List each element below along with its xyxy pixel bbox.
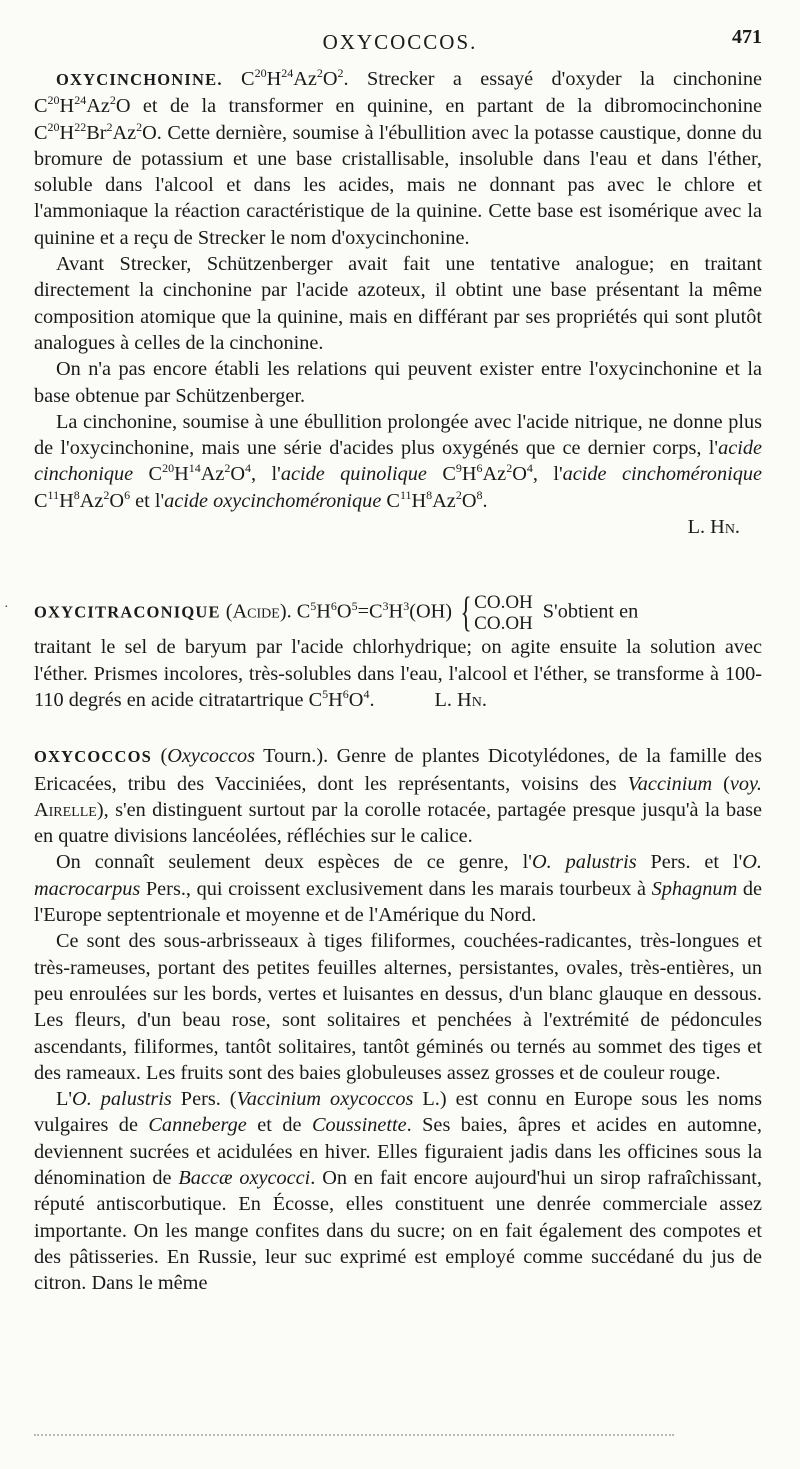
signature: L. Hn.: [434, 688, 487, 711]
page-number: 471: [732, 26, 762, 48]
text: H: [388, 601, 404, 623]
superscript: 4: [245, 461, 252, 476]
text: . On en fait encore aujourd'hui un sirop rafraîchissant, réputé antiscorbutique. En Écosse, elles constituent une denrée commerciale assez importante. On les mange confites dans du sucre; on en fait également des compotes et des pâtisseries. En Russie, leur suc exprimé est employé comme succédané du jus de citron. Dans le même: [34, 1166, 762, 1295]
text: (: [712, 772, 730, 795]
superscript: 8: [476, 487, 483, 502]
italic-text: acide cinchonique: [34, 437, 762, 486]
text: O. Cette dernière, soumise à l'ébullition avec la potasse caustique, donne du bromure de potassium et une base cristallisable, insoluble dans l'eau et dans l'éther, soluble dans l'alcool et dans les acides, mais ne donnant pas avec le chlore et l'ammoniaque la réaction caractéristique de la quinine. Cette base est isomérique avec la quinine et a reçu de Strecker le nom d'oxycinchonine.: [34, 121, 762, 249]
text: H: [266, 68, 282, 90]
text: S'obtient en: [542, 601, 639, 623]
entry-oxycitraconique: [34, 590, 762, 637]
superscript: 22: [74, 119, 87, 134]
text: ), s'en distinguent surtout par la corolle rotacée, partagée presque jusqu'à la base en quatre divisions lancéolées, réfléchies sur le calice.: [34, 798, 762, 848]
superscript: 5: [351, 599, 358, 614]
superscript: 2: [316, 66, 323, 81]
italic-text: Canneberge: [148, 1114, 247, 1137]
text: H: [316, 601, 331, 623]
superscript: 20: [162, 461, 175, 476]
italic-text: voy.: [729, 772, 763, 795]
superscript: 20: [47, 93, 60, 108]
signature: L. Hn.: [687, 516, 740, 539]
text: . Ses baies, âpres et acides en automne, deviennent sucrées et acidulées en hiver. Elles figuraient jadis dans les officines sous la dénomination de: [34, 1114, 762, 1189]
paragraph: [34, 409, 762, 514]
italic-text: acide cinchoméronique: [562, 463, 763, 486]
entry-oxycinchonine: [34, 66, 762, 251]
text: Tourn.). Genre de plantes Dicotylédones, de la famille des Ericacées, tribu des Vacciniées, dont les représentants, voisins des: [34, 745, 763, 795]
superscript: 24: [74, 93, 87, 108]
italic-text: acide quinolique: [280, 463, 427, 486]
text: H: [461, 463, 477, 486]
text: traitant le sel de baryum par l'acide chlorhydrique; on agite ensuite la solution avec l'éther. Prismes incolores, très-solubles dans l'eau, l'alcool et l'éther, se transforme à 100-110 degrés en acide citratartrique C: [34, 636, 762, 711]
text: O: [461, 489, 477, 512]
superscript: 11: [399, 487, 412, 502]
paragraph: [34, 849, 762, 928]
text: C: [222, 68, 255, 90]
text: O et de la transformer en quinine, en partant de la dibromocinchonine C: [34, 95, 762, 144]
italic-text: Coussinette: [311, 1114, 407, 1137]
brace-stack: [474, 592, 533, 634]
superscript: 4: [526, 461, 533, 476]
text: Az: [432, 489, 456, 512]
italic-text: acide oxycinchoméronique: [164, 489, 382, 512]
text: , l': [532, 463, 563, 486]
text: Az: [86, 95, 110, 118]
text: H: [174, 463, 189, 486]
headword-oxycoccos: OXYCOCCOS: [34, 747, 153, 767]
margin-mark: ·: [4, 600, 9, 615]
italic-text: Baccæ oxycocci: [178, 1166, 311, 1189]
paragraph: Avant Strecker, Schützenberger avait fait une tentative analogue; en traitant directement la cinchonine par l'acide azoteux, il obtint une base présentant la même composition atomique que la quinine, mais en différant par ses propriétés qui sont plutôt analogues à celles de la cinchonine.: [34, 253, 762, 354]
text: C: [296, 601, 311, 623]
headword-oxycinchonine: OXYCINCHONINE.: [56, 70, 223, 89]
text: H: [411, 489, 427, 512]
text: =C: [357, 601, 383, 623]
text: On connaît seulement deux espèces de ce genre, l': [56, 851, 532, 874]
running-title: OXYCOCCOS.: [322, 30, 478, 54]
italic-text: O. palustris: [72, 1088, 172, 1111]
italic-text: Sphagnum: [651, 877, 738, 900]
superscript: 14: [188, 461, 201, 476]
text: . Strecker a essayé d'oxyder la cinchonine C: [34, 68, 762, 118]
text: H: [59, 121, 75, 144]
text: Pers., qui croissent exclusivement dans les marais tourbeux à: [140, 877, 652, 900]
paragraph: Ce sont des sous-arbrisseaux à tiges filiformes, couchées-radicantes, très-longues et très-rameuses, portant des petites feuilles alternes, persistantes, ovales, très-entières, un peu enroulées sur les bords, vertes et luisantes en dessus, d'un blanc glauque en dessous. Les fleurs, d'un beau rose, sont solitaires et penchées à l'extrémité de pédoncules ascendants, filiformes, tantôt solitaires, tantôt géminés ou ternés au sommet des tiges et des rameaux. Les fruits sont des baies globuleuses assez grosses et de couleur rouge.: [34, 930, 762, 1084]
text: .: [482, 489, 488, 512]
superscript: 3: [382, 599, 389, 614]
superscript: 6: [330, 599, 337, 614]
text: C: [34, 489, 48, 512]
text: C: [133, 463, 163, 486]
superscript: 8: [426, 487, 433, 502]
superscript: 9: [455, 461, 462, 476]
text: H: [59, 489, 74, 512]
paragraph: [34, 634, 762, 713]
superscript: 20: [47, 119, 60, 134]
text: L.) est connu en Europe sous les noms vulgaires de: [34, 1088, 762, 1137]
text: L': [56, 1088, 73, 1111]
page-header: [0, 26, 800, 60]
superscript: 5: [310, 599, 317, 614]
superscript: 2: [136, 119, 143, 134]
text: de l'Europe septentrionale et moyenne et de l'Amérique du Nord.: [34, 877, 762, 927]
italic-text: Oxycoccos: [167, 745, 256, 768]
headword-oxycitraconique: OXYCITRACONIQUE: [34, 603, 221, 622]
text: .: [369, 688, 375, 711]
paragraph: [34, 1086, 762, 1296]
footer-rule: [34, 1434, 674, 1436]
text: Pers. et l': [636, 851, 743, 874]
text: (Acide).: [220, 601, 297, 623]
text: Br: [86, 121, 107, 144]
text: O: [230, 463, 246, 486]
text: O: [336, 601, 352, 623]
text: C: [381, 489, 400, 512]
superscript: 11: [47, 487, 60, 502]
text: Az: [79, 489, 104, 512]
superscript: 20: [254, 66, 267, 81]
superscript: 5: [322, 687, 329, 702]
text: O: [109, 489, 125, 512]
text: H: [328, 688, 343, 711]
superscript: 6: [342, 687, 349, 702]
superscript: 8: [73, 487, 80, 502]
text: Pers. (: [171, 1088, 237, 1111]
text: C: [426, 463, 456, 486]
brace-top: CO.OH: [474, 592, 533, 614]
text: Az: [200, 463, 225, 486]
superscript: 24: [281, 66, 294, 81]
superscript: 2: [455, 487, 462, 502]
italic-text: O. palustris: [531, 851, 637, 874]
text: O: [512, 463, 527, 486]
superscript: 6: [124, 487, 131, 502]
entry-oxycoccos: OXYCOCCOS (Oxycoccos Tourn.). Genre de plantes Dicotylédones, de la famille des Ericacées, tribu des Vacciniées, dont les représentants, voisins des Vaccinium (voy. Airelle), s'en distinguent surtout par la corolle rotacée, partagée presque jusqu'à la base en quatre divisions lancéolées, réfléchies sur le calice.: [34, 745, 763, 848]
page-body: [34, 66, 762, 1296]
small-caps-text: Airelle: [34, 798, 97, 821]
italic-text: Vaccinium: [627, 772, 713, 795]
superscript: 2: [103, 487, 110, 502]
text: et de: [246, 1114, 312, 1137]
text: La cinchonine, soumise à une ébullition prolongée avec l'acide nitrique, ne donne plus de l'oxycinchonine, mais une série d'acides plus oxygénés que ce dernier corps, l': [34, 410, 762, 460]
italic-text: Vaccinium oxycoccos: [236, 1088, 414, 1111]
text: Az: [482, 463, 507, 486]
paragraph: On n'a pas encore établi les relations qui peuvent exister entre l'oxycinchonine et la base obtenue par Schützenberger.: [34, 358, 762, 407]
superscript: 2: [109, 93, 116, 108]
superscript: 4: [363, 687, 370, 702]
text: (OH): [409, 601, 452, 623]
text: Az: [293, 68, 317, 90]
text: O: [348, 688, 364, 711]
text: et l': [130, 489, 165, 512]
formula-brace: [456, 590, 533, 637]
superscript: 2: [106, 119, 113, 134]
superscript: 2: [337, 66, 344, 81]
italic-text: O. macrocarpus: [34, 851, 762, 900]
superscript: 6: [476, 461, 483, 476]
superscript: 2: [224, 461, 231, 476]
brace-bottom: CO.OH: [474, 613, 533, 635]
text: O: [322, 68, 338, 90]
superscript: 3: [403, 599, 410, 614]
superscript: 2: [506, 461, 513, 476]
brace-glyph: {: [460, 590, 472, 637]
text: Az: [112, 121, 137, 144]
text: , l': [251, 463, 281, 486]
text: H: [59, 95, 75, 118]
